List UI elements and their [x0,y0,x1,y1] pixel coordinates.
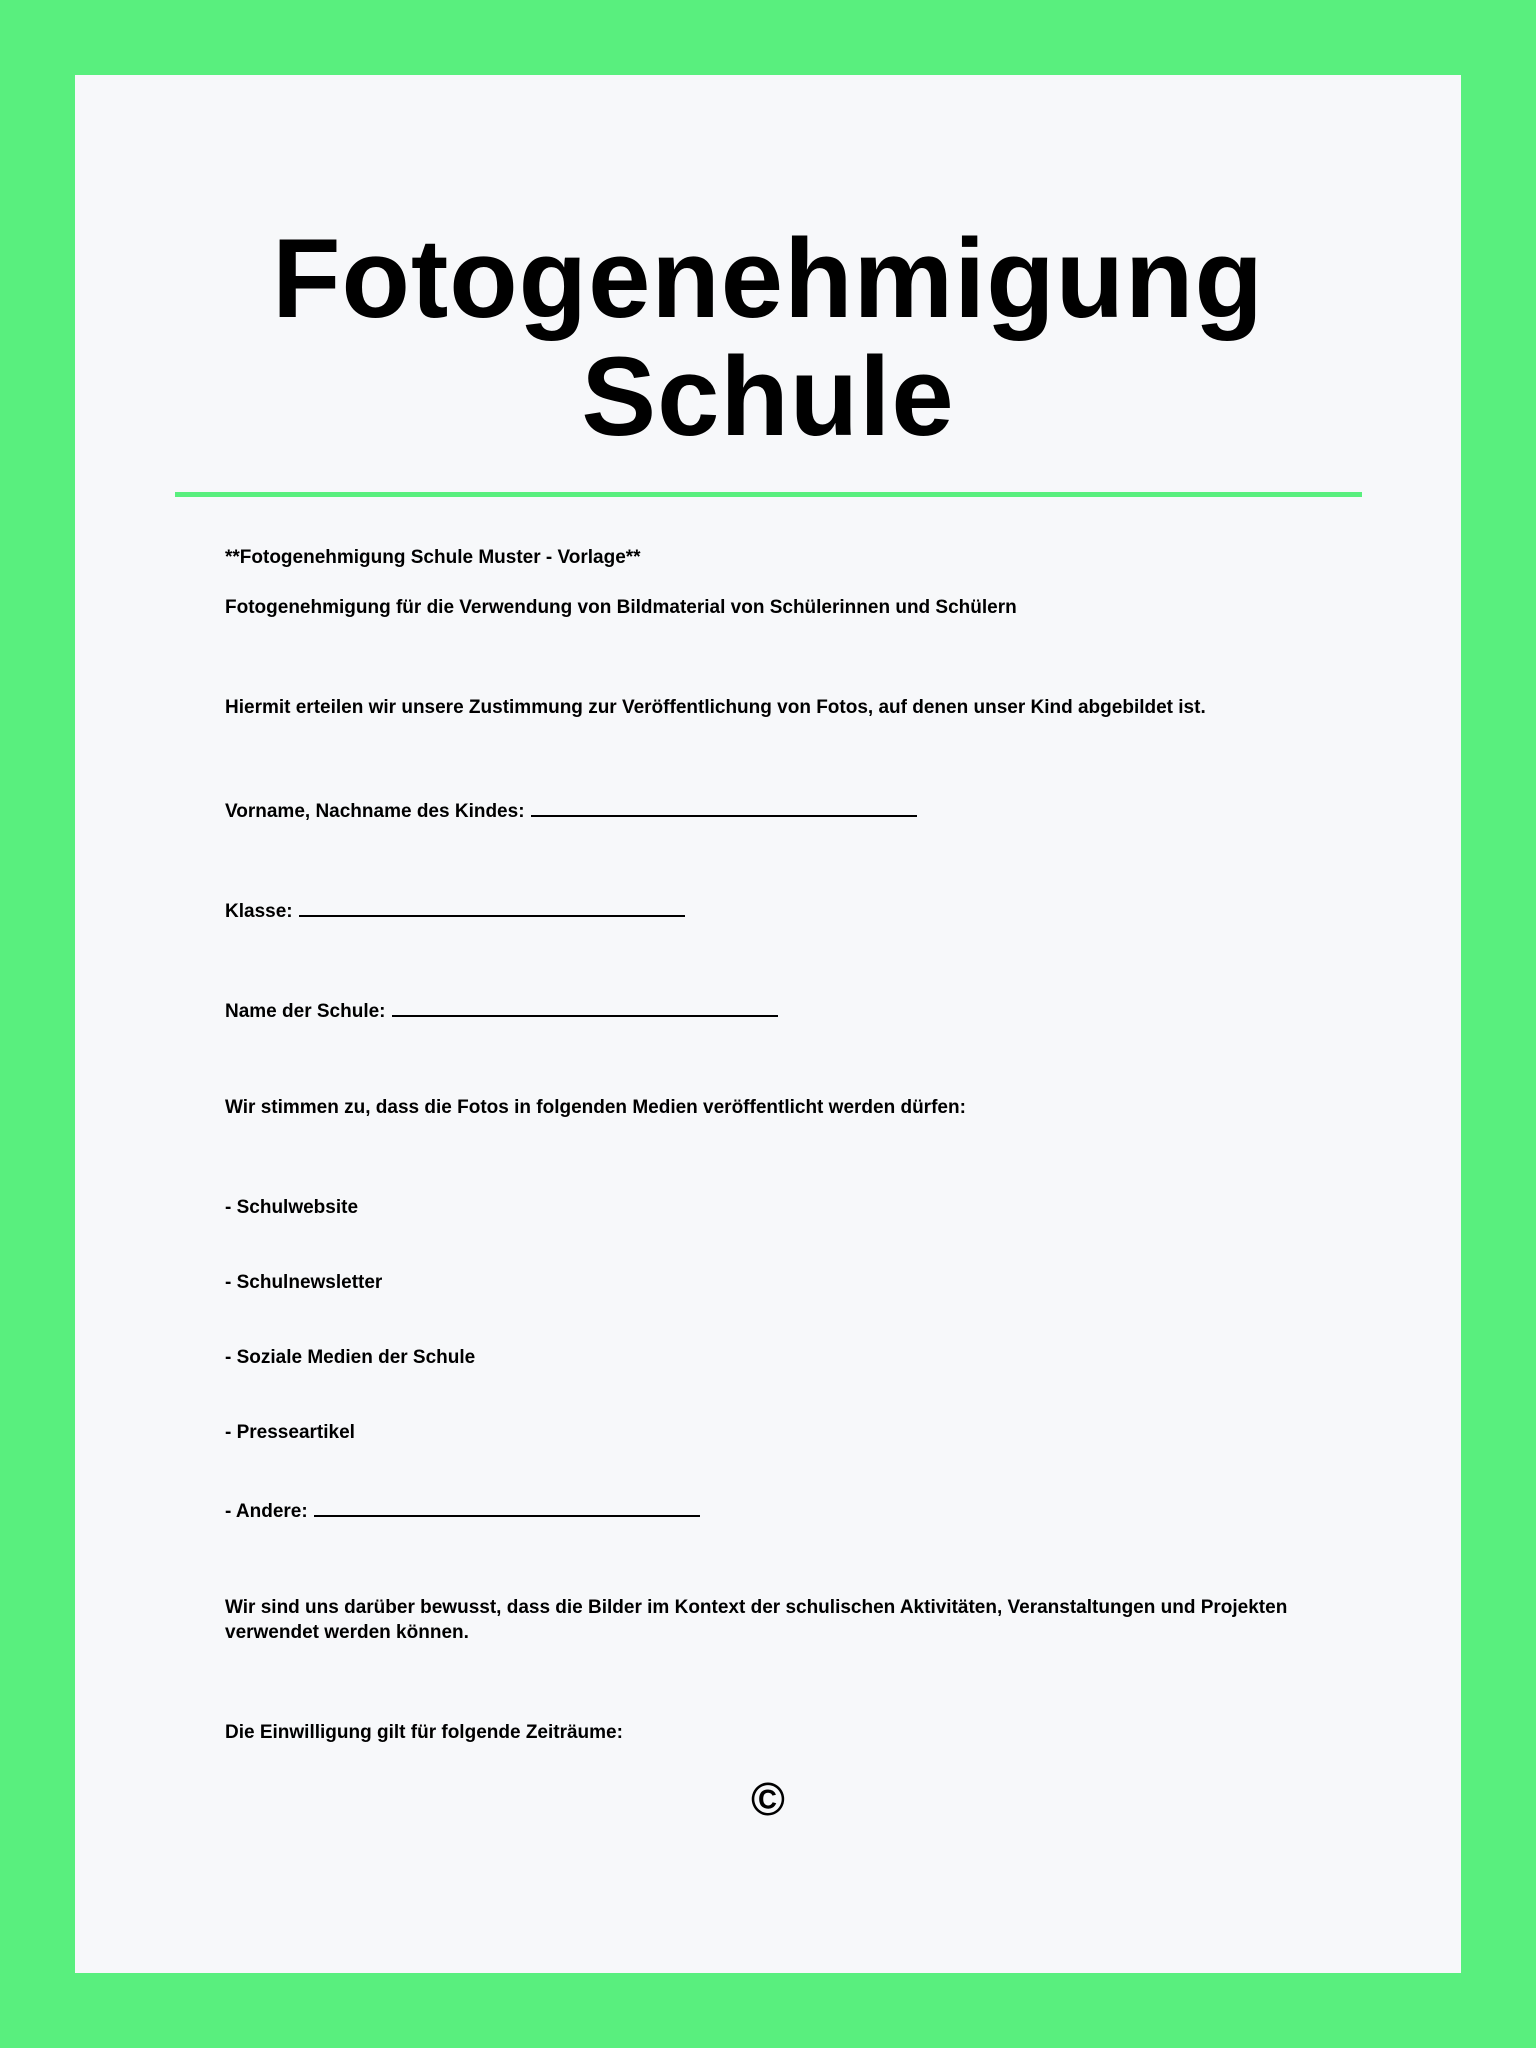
copyright-icon: © [751,1773,785,1825]
template-heading: **Fotogenehmigung Schule Muster - Vorlage** [225,547,641,568]
title-divider [175,492,1362,497]
class-row [225,895,685,924]
class-blank [299,895,685,917]
media-item-schulwebsite: - Schulwebsite [225,1197,359,1218]
document-page [75,75,1461,1973]
school-name-label: Name der Schule: [225,1001,386,1022]
other-media-label: - Andere: [225,1501,308,1522]
other-media-blank [314,1495,700,1517]
media-item-presseartikel: - Presseartikel [225,1422,355,1443]
title-line-2: Schule [581,334,955,459]
class-label: Klasse: [225,901,293,922]
school-name-row [225,995,778,1024]
other-media-row [225,1495,700,1524]
consent-intro: Hiermit erteilen wir unsere Zustimmung zur Veröffentlichung von Fotos, auf denen unser Kind abgebildet ist. [225,697,1206,718]
media-intro: Wir stimmen zu, dass die Fotos in folgenden Medien veröffentlicht werden dürfen: [225,1097,966,1118]
child-name-label: Vorname, Nachname des Kindes: [225,801,525,822]
title-line-1: Fotogenehmigung [272,216,1264,341]
media-item-schulnewsletter: - Schulnewsletter [225,1272,383,1293]
child-name-blank [531,795,917,817]
child-name-row [225,795,917,824]
period-intro: Die Einwilligung gilt für folgende Zeiträume: [225,1722,623,1743]
template-subheading: Fotogenehmigung für die Verwendung von Bildmaterial von Schülerinnen und Schülern [225,597,1017,618]
school-name-blank [392,995,778,1017]
media-item-soziale-medien: - Soziale Medien der Schule [225,1347,476,1368]
document-title [75,216,1461,459]
context-note: Wir sind uns darüber bewusst, dass die Bilder im Kontext der schulischen Aktivitäten, Veranstaltungen und Projekten verwendet werden können. [225,1597,1288,1643]
